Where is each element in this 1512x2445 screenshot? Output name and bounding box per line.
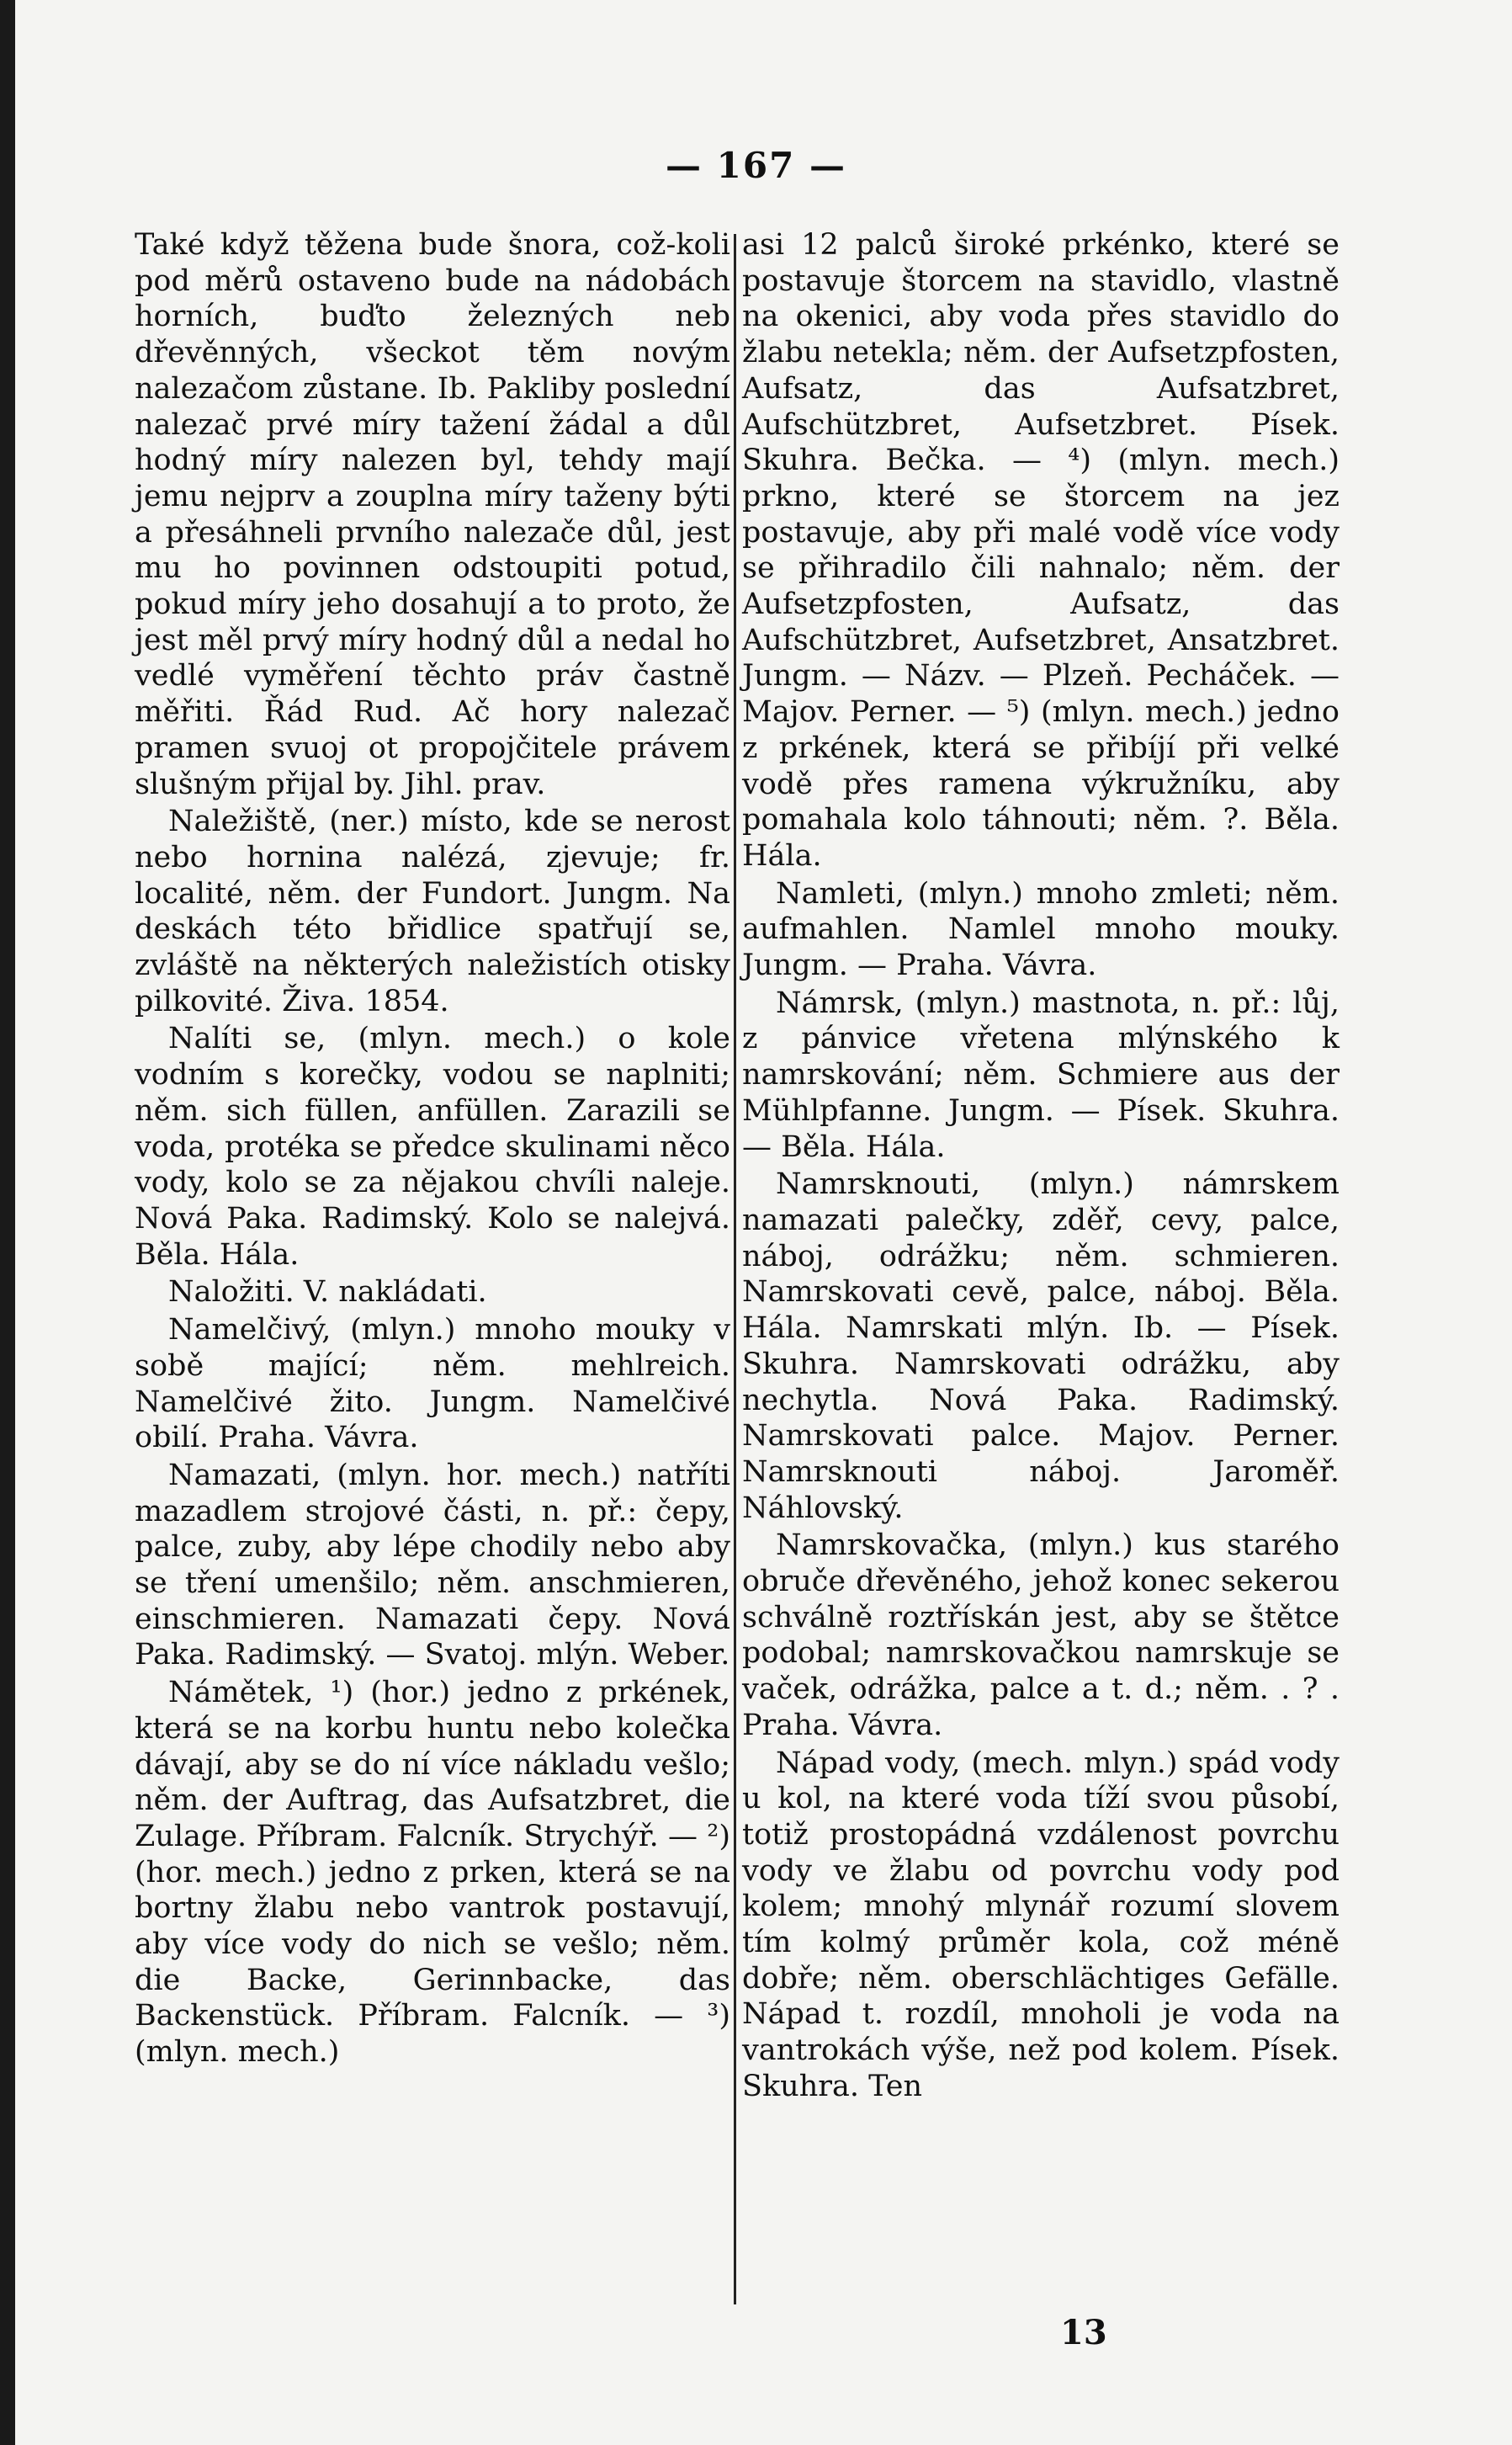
entry-naliti-se: Nalíti se, (mlyn. mech.) o kole vodním s korečky, vodou se naplniti; něm. sich füllen, anfüllen. Zarazili se voda, protéka se předce skulinami něco vody, kolo se za nějakou chvíli naleje. Nová Paka. Radimský. Kolo se nalejvá. Běla. Hála. [135, 1022, 730, 1272]
entry-continuation: Také když těžena bude šnora, což-koli pod měrů ostaveno bude na nádobách horních, buďto železných neb dřevěnných, všeckot těm novým nalezačom zůstane. Ib. Pakliby poslední nalezač prvé míry tažení žádal a důl hodný míry nalezen byl, tehdy mají jemu nejprv a zouplna míry taženy býti a přesáhneli prvního nalezače důl, jest mu ho povinnen odstoupiti potud, pokud míry jeho dosahují a to proto, že jest měl prvý míry hodný důl a nedal ho vedlé vyměření těchto práv častně měřiti. Řád Rud. Ač hory nalezač pramen svuoj ot propojčitele právem slušným přijal by. Jihl. prav. [135, 228, 730, 801]
entry-nametek-continued: asi 12 palců široké prkénko, které se postavuje štorcem na stavidlo, vlastně na okenici, aby voda přes stavidlo do žlabu netekla; něm. der Aufsetzpfosten, Aufsatz, das Aufsatzbret, Aufschützbret, Aufsetzbret. Písek. Skuhra. Bečka. — ⁴) (mlyn. mech.) prkno, které se štorcem na jez postavuje, aby při malé vodě více vody se přihradilo čili nahnalo; něm. der Aufsetzpfosten, Aufsatz, das Aufschützbret, Aufsetzbret, Ansatzbret. Jungm. — Názv. — Plzeň. Pecháček. — Majov. Perner. — ⁵) (mlyn. mech.) jedno z prkének, která se přibíjí při velké vodě přes ramena výkružníku, aby pomahala kolo táhnouti; něm. ?. Běla. Hála. [742, 228, 1340, 873]
entry-namrsknouti: Namrsknouti, (mlyn.) námrskem namazati palečky, zděř, cevy, palce, náboj, odrážku; něm. schmieren. Namrskovati cevě, palce, náboj. Běla. Hála. Namrskati mlýn. Ib. — Písek. Skuhra. Namrskovati odrážku, aby nechytla. Nová Paka. Radimský. Namrskovati palce. Majov. Perner. Namrsknouti náboj. Jaroměř. Náhlovský. [742, 1167, 1340, 1525]
page-number: — 167 — [666, 145, 846, 186]
signature-mark: 13 [1060, 2313, 1107, 2352]
entry-namazati: Namazati, (mlyn. hor. mech.) natříti mazadlem strojové části, n. př.: čepy, palce, zuby, aby lépe chodily nebo aby se tření umenšilo; něm. anschmieren, einschmieren. Namazati čepy. Nová Paka. Radimský. — Svatoj. mlýn. Weber. [135, 1458, 730, 1672]
left-column [135, 227, 730, 2070]
entry-namelcivy: Namelčivý, (mlyn.) mnoho mouky v sobě mající; něm. mehlreich. Namelčivé žito. Jungm. Namelčivé obilí. Praha. Vávra. [135, 1313, 730, 1455]
entry-namrskovacka: Namrskovačka, (mlyn.) kus starého obruče dřevěného, jehož konec sekerou schválně roztřískán jest, aby se štětce podobal; namrskovačkou namrskuje se vaček, odrážka, palce a t. d.; něm. . ? . Praha. Vávra. [742, 1528, 1340, 1742]
scan-edge [0, 0, 15, 2445]
entry-namleti: Namleti, (mlyn.) mnoho zmleti; něm. aufmahlen. Namlel mnoho mouky. Jungm. — Praha. Vávra. [742, 876, 1340, 983]
entry-nalezistes: Naležiště, (ner.) místo, kde se nerost nebo hornina nalézá, zjevuje; fr. localité, něm. der Fundort. Jungm. Na deskách této břidlice spatřují se, zvláště na některých naležistích otisky pilkovité. Živa. 1854. [135, 805, 730, 1018]
entry-napad-vody: Nápad vody, (mech. mlyn.) spád vody u kol, na které voda tíží svou působí, totiž prostopádná vzdálenost povrchu vody ve žlabu od povrchu vody pod kolem; mnohý mlynář rozumí slovem tím kolmý průměr kola, což méně dobře; něm. oberschlächtiges Gefälle. Nápad t. rozdíl, mnoholi je voda na vantrokách výše, než pod kolem. Písek. Skuhra. Ten [742, 1746, 1340, 2103]
right-column [742, 227, 1340, 2105]
column-divider [734, 234, 736, 2304]
entry-nalositi: Naložiti. V. nakládati. [168, 1275, 487, 1310]
entry-nametek: Námětek, ¹) (hor.) jedno z prkének, která se na korbu huntu nebo kolečka dávají, aby se do ní více nákladu vešlo; něm. der Auftrag, das Aufsatzbret, die Zulage. Příbram. Falcník. Strychýř. — ²) (hor. mech.) jedno z prken, která se na bortny žlabu nebo vantrok postavují, aby více vody do nich se vešlo; něm. die Backe, Gerinnbacke, das Backenstück. Příbram. Falcník. — ³) (mlyn. mech.) [135, 1676, 730, 2070]
entry-namrsk: Námrsk, (mlyn.) mastnota, n. př.: lůj, z pánvice vřetena mlýnského k namrskování; něm. Schmiere aus der Mühlpfanne. Jungm. — Písek. Skuhra. — Běla. Hála. [742, 986, 1340, 1164]
